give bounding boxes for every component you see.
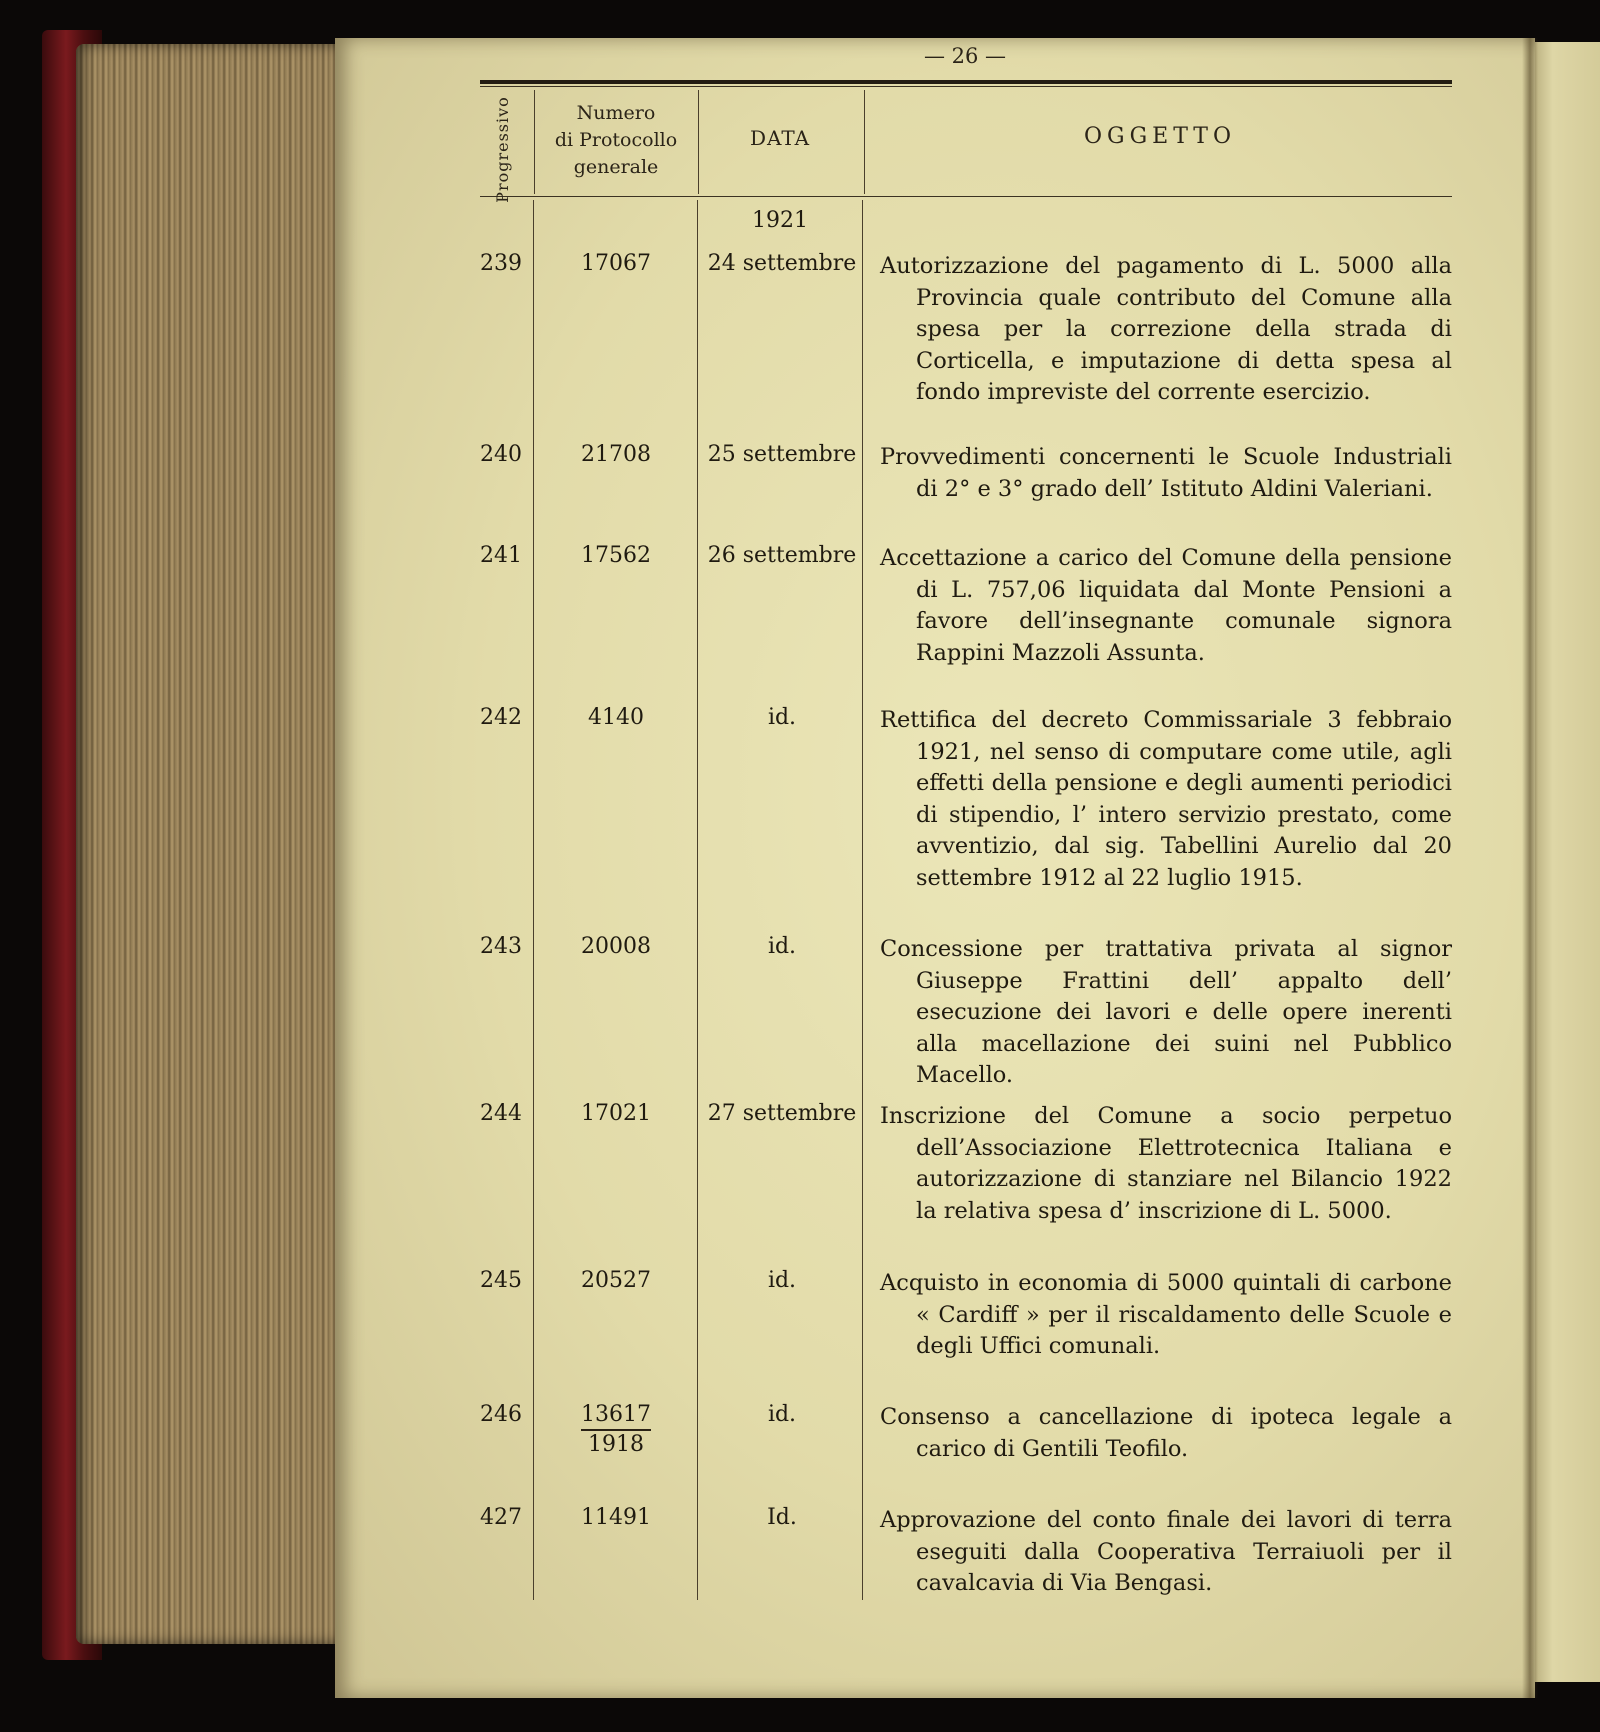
data-cell: 24 settembre bbox=[707, 251, 857, 276]
progressivo-cell: 241 bbox=[480, 543, 522, 568]
header-numero-line: generale bbox=[573, 156, 659, 178]
data-cell: id. bbox=[767, 705, 797, 730]
data-cell: Id. bbox=[767, 1505, 797, 1530]
data-cell: 25 settembre bbox=[707, 442, 857, 467]
column-divider bbox=[698, 90, 699, 194]
data-cell: id. bbox=[767, 934, 797, 959]
progressivo-cell: 240 bbox=[480, 442, 522, 467]
progressivo-cell: 244 bbox=[480, 1101, 522, 1126]
data-cell: id. bbox=[767, 1268, 797, 1293]
numero-fraction bbox=[581, 1402, 651, 1457]
header-progressivo-label: Progressivo bbox=[492, 95, 512, 203]
oggetto-cell: Inscrizione del Comune a socio perpetuo dell’Associazione Elettrotecnica Italiana e autorizzazione di stanziare nel Bilancio 1922 la relativa spesa d’ inscrizione di L. 5000. bbox=[880, 1103, 1452, 1224]
header-oggetto: OGGETTO bbox=[1083, 124, 1237, 149]
page-number: — 26 — bbox=[923, 44, 1007, 68]
numero-cell: 17021 bbox=[581, 1101, 651, 1126]
numero-cell: 11491 bbox=[581, 1505, 651, 1530]
header-numero-line: Numero bbox=[576, 102, 656, 124]
progressivo-cell: 243 bbox=[480, 934, 522, 959]
numero-cell bbox=[536, 1402, 696, 1457]
header-data: DATA bbox=[749, 126, 811, 150]
progressivo-cell: 242 bbox=[480, 705, 522, 730]
data-cell: id. bbox=[767, 1402, 797, 1427]
oggetto-cell: Accettazione a carico del Comune della pensione di L. 757,06 liquidata dal Monte Pensioni a favore dell’insegnante comunale signora Rappini Mazzoli Assunta. bbox=[880, 545, 1452, 666]
header-progressivo bbox=[476, 95, 528, 203]
numero-denominator: 1918 bbox=[581, 1429, 651, 1457]
data-cell: 27 settembre bbox=[707, 1101, 857, 1126]
progressivo-cell: 239 bbox=[480, 251, 522, 276]
oggetto-cell: Rettifica del decreto Commissariale 3 febbraio 1921, nel senso di computare come utile, agli effetti della pensione e degli aumenti periodici di stipendio, l’ intero servizio prestato, come avventizio, dal sig. Tabellini Aurelio dal 20 settembre 1912 al 22 luglio 1915. bbox=[880, 707, 1452, 891]
column-divider bbox=[533, 200, 534, 1600]
header-top-rule-thin bbox=[480, 86, 1452, 87]
column-divider bbox=[864, 90, 865, 194]
numero-cell: 20527 bbox=[581, 1268, 651, 1293]
year-label: 1921 bbox=[752, 208, 808, 233]
column-divider bbox=[697, 200, 698, 1600]
oggetto-cell: Consenso a cancellazione di ipoteca legale a carico di Gentili Teofilo. bbox=[880, 1404, 1452, 1462]
oggetto-cell: Concessione per trattativa privata al signor Giuseppe Frattini dell’ appalto dell’ esecuzione dei lavori e delle opere inerenti alla macellazione dei suini nel Pubblico Macello. bbox=[880, 936, 1452, 1088]
numero-numerator: 13617 bbox=[581, 1402, 651, 1427]
oggetto-cell: Acquisto in economia di 5000 quintali di carbone « Cardiff » per il riscaldamento delle Scuole e degli Uffici comunali. bbox=[880, 1270, 1452, 1359]
numero-cell: 17067 bbox=[581, 251, 651, 276]
numero-cell: 21708 bbox=[581, 442, 651, 467]
numero-cell: 20008 bbox=[581, 934, 651, 959]
page-gutter bbox=[1522, 38, 1538, 1698]
header-top-rule bbox=[480, 80, 1452, 84]
header-bottom-rule bbox=[480, 196, 1452, 197]
header-numero-line: di Protocollo bbox=[554, 129, 678, 151]
progressivo-cell: 427 bbox=[480, 1505, 522, 1530]
progressivo-cell: 245 bbox=[480, 1268, 522, 1293]
page-edges bbox=[76, 44, 348, 1644]
column-divider bbox=[534, 90, 535, 194]
data-cell: 26 settembre bbox=[707, 543, 857, 568]
oggetto-cell: Provvedimenti concernenti le Scuole Industriali di 2° e 3° grado dell’ Istituto Aldini Valeriani. bbox=[880, 444, 1452, 502]
column-divider bbox=[862, 200, 863, 1600]
oggetto-cell: Approvazione del conto finale dei lavori di terra eseguiti dalla Cooperativa Terraiuoli per il cavalcavia di Via Bengasi. bbox=[880, 1507, 1452, 1596]
facing-page-edge bbox=[1532, 42, 1600, 1682]
numero-cell: 17562 bbox=[581, 543, 651, 568]
progressivo-cell: 246 bbox=[480, 1402, 522, 1427]
oggetto-cell: Autorizzazione del pagamento di L. 5000 alla Provincia quale contributo del Comune alla spesa per la correzione della strada di Corticella, e imputazione di detta spesa al fondo impreviste del corrente esercizio. bbox=[880, 253, 1452, 405]
numero-cell: 4140 bbox=[588, 705, 644, 730]
header-numero-protocollo bbox=[536, 100, 696, 181]
